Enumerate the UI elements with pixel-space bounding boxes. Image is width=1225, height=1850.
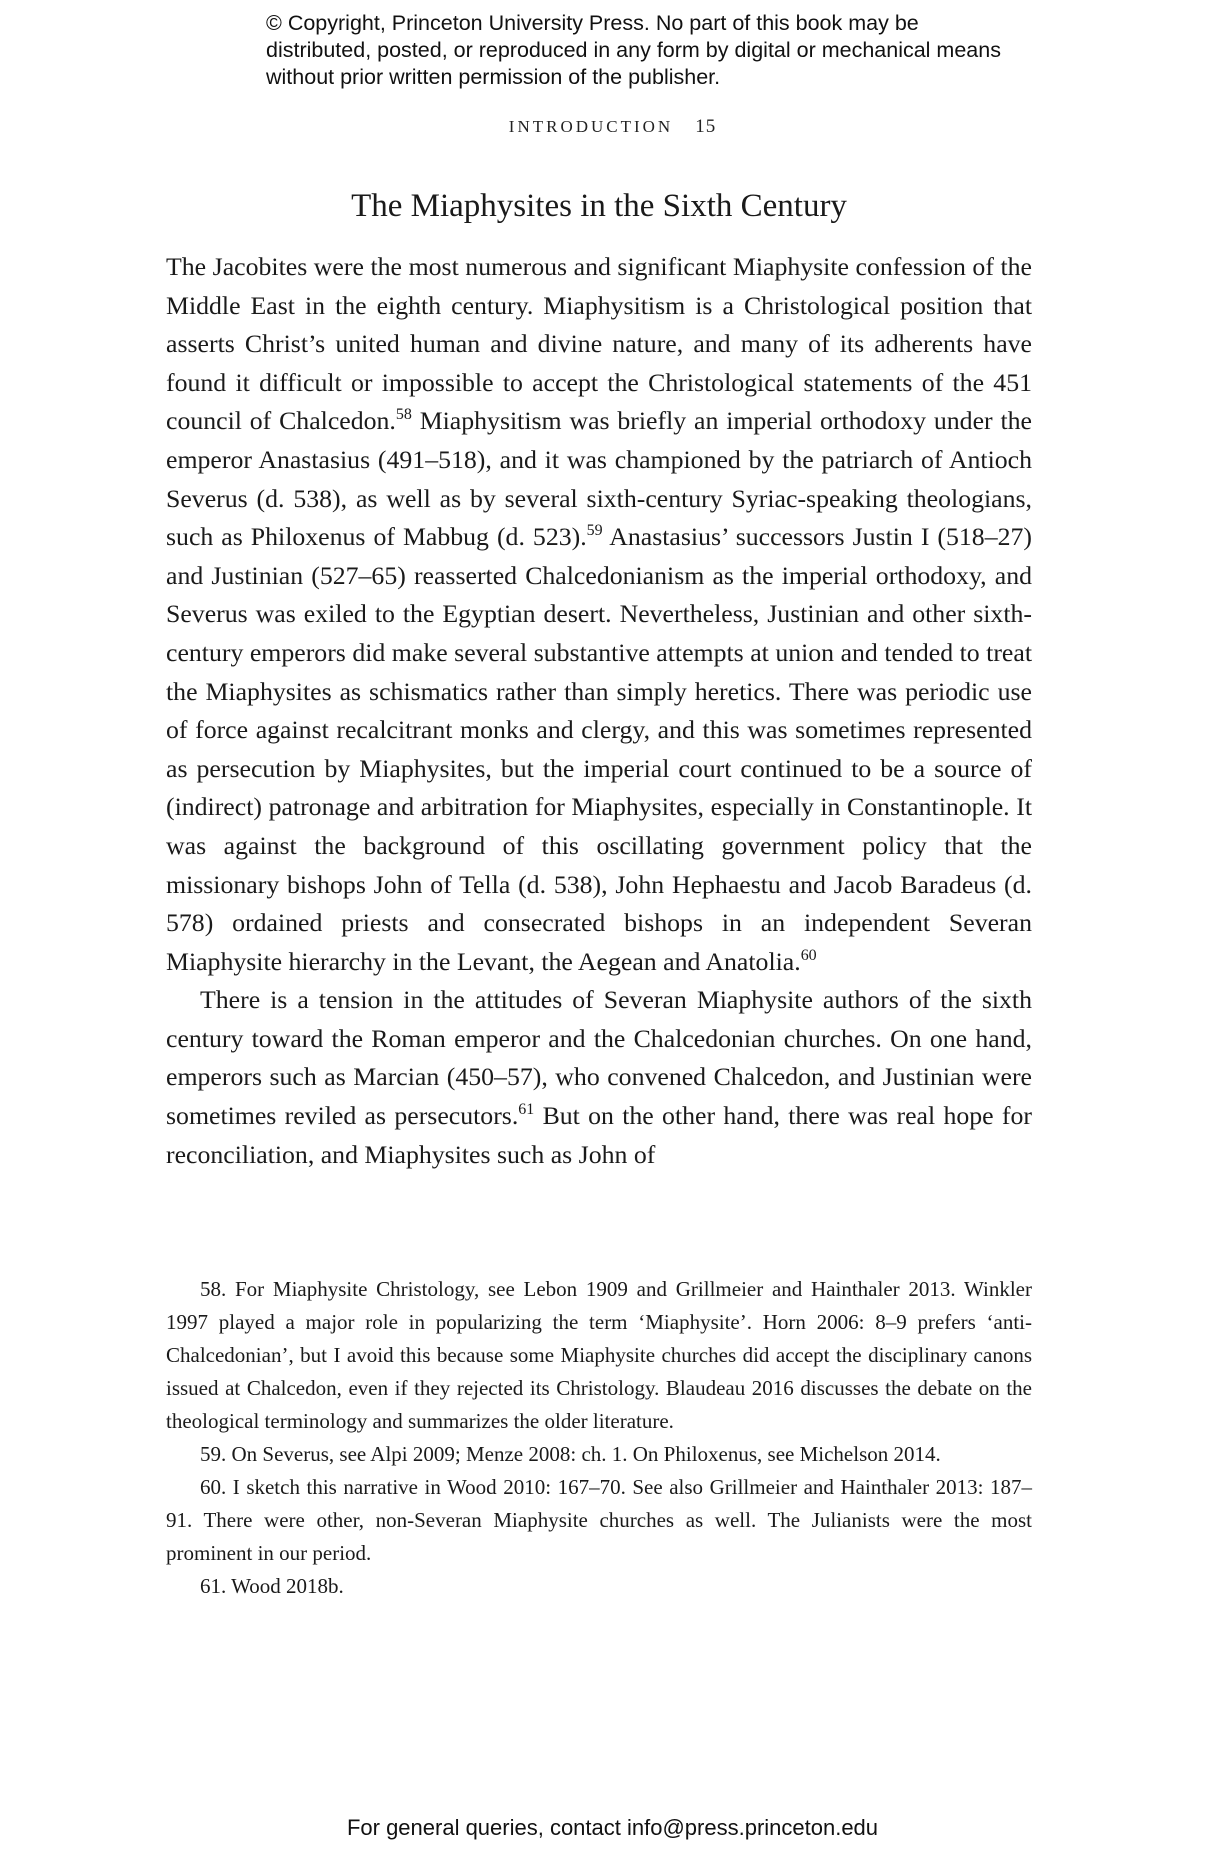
paragraph-2 bbox=[166, 981, 1032, 1174]
paragraph-text: There is a tension in the attitudes of Severan Miaphysite authors of the sixth century toward the Roman emperor and the Chalcedonian churches. On one hand, emperors such as Marcian (450–57), who convened Chalcedon, and Justinian were sometimes reviled as persecutors. bbox=[166, 985, 1032, 1131]
paragraph-text: Anastasius’ successors Justin I (518–27) and Justinian (527–65) reasserted Chalcedonianism as the imperial orthodoxy, and Severus was exiled to the Egyptian desert. Nevertheless, Justinian and other sixth-century emperors did make several substantive attempts at union and tended to treat the Miaphysites as schismatics rather than simply heretics. There was periodic use of force against recalcitrant monks and clergy, and this was sometimes represented as persecution by Miaphysites, but the imperial court continued to be a source of (indirect) patronage and arbitration for Miaphysites, especially in Constantinople. It was against the background of this oscillating government policy that the missionary bishops John of Tella (d. 538), John Hephaestu and Jacob Baradeus (d. 578) ordained priests and consecrated bishops in an independent Severan Miaphysite hierarchy in the Levant, the Aegean and Anatolia. bbox=[166, 522, 1032, 976]
paragraph-text: Miaphysitism was briefly an imperial orthodoxy under the emperor Anastasius (491–518), and it was championed by the patriarch of Antioch Severus (d. 538), as well as by several sixth-century Syriac-speaking theologians, such as Philoxenus of Mabbug (d. 523). bbox=[166, 406, 1032, 552]
footnote-ref-60[interactable]: 60 bbox=[800, 946, 817, 964]
paragraph-1 bbox=[166, 248, 1032, 981]
running-head bbox=[0, 116, 1225, 138]
body-text bbox=[166, 248, 1032, 1174]
running-head-title: INTRODUCTION bbox=[508, 117, 674, 136]
footnote-ref-58[interactable]: 58 bbox=[395, 406, 412, 424]
footnote-ref-61[interactable]: 61 bbox=[518, 1101, 535, 1119]
footer-contact: For general queries, contact info@press.princeton.edu bbox=[346, 1815, 879, 1840]
footnote-59: 59. On Severus, see Alpi 2009; Menze 2008: ch. 1. On Philoxenus, see Michelson 2014. bbox=[200, 1442, 941, 1466]
section-title: The Miaphysites in the Sixth Century bbox=[351, 188, 847, 224]
paragraph-text: The Jacobites were the most numerous and significant Miaphysite confession of the Middle East in the eighth century. Miaphysitism is a Christological position that asserts Christ’s united human and divine nature, and many of its adherents have found it difficult or impossible to accept the Christological statements of the 451 council of Chalcedon. bbox=[166, 252, 1032, 436]
paragraph-text: But on the other hand, there was real hope for reconciliation, and Miaphysites such as John of bbox=[166, 1101, 1032, 1169]
footnote-ref-59[interactable]: 59 bbox=[586, 522, 603, 540]
footnote-61: 61. Wood 2018b. bbox=[200, 1574, 344, 1598]
footnotes bbox=[166, 1273, 1032, 1603]
page-number: 15 bbox=[695, 116, 717, 137]
copyright-notice: © Copyright, Princeton University Press. No part of this book may be distributed, posted, or reproduced in any form by digital or mechanical means without prior written permission of the publisher. bbox=[266, 11, 1001, 89]
footnote-58: 58. For Miaphysite Christology, see Lebon 1909 and Grillmeier and Hainthaler 2013. Winkler 1997 played a major role in popularizing the term ‘Miaphysite’. Horn 2006: 8–9 prefers ‘anti-Chalcedonian’, but I avoid this because some Miaphysite churches did accept the disciplinary canons issued at Chalcedon, even if they rejected its Christology. Blaudeau 2016 discusses the debate on the theological terminology and summarizes the older literature. bbox=[166, 1277, 1032, 1433]
footnote-60: 60. I sketch this narrative in Wood 2010: 167–70. See also Grillmeier and Hainthaler 2013: 187–91. There were other, non-Severan Miaphysite churches as well. The Julianists were the most prominent in our period. bbox=[166, 1475, 1032, 1565]
